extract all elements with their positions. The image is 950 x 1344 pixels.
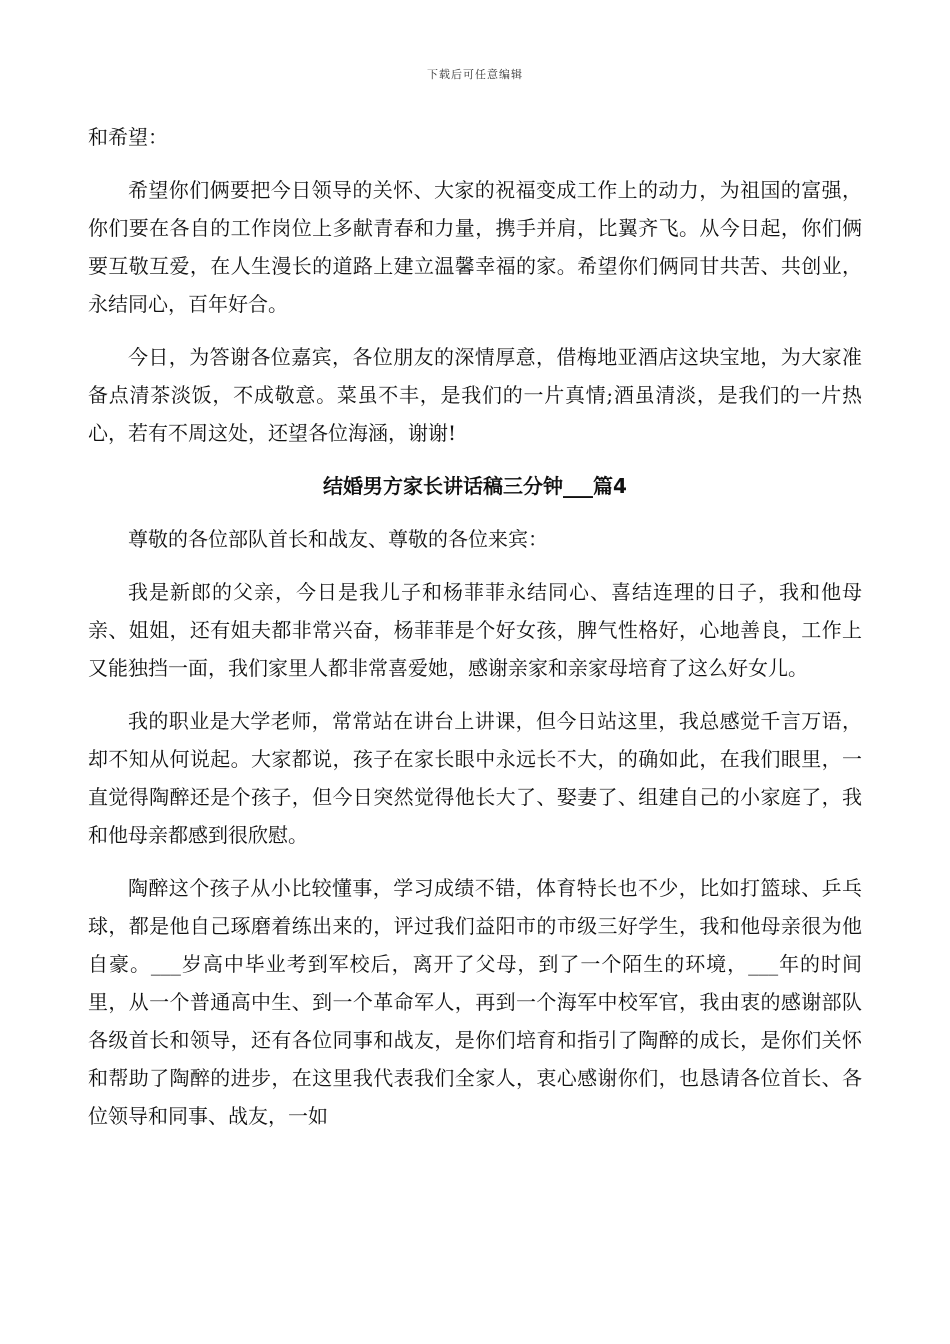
paragraph-childhood: 陶醉这个孩子从小比较懂事，学习成绩不错，体育特长也不少，比如打篮球、乒乓球，都是他自己琢磨着练出来的，评过我们益阳市的市级三好学生，我和他母亲很为他自豪。___岁高中毕业考到军校后，离开了父母，到了一个陌生的环境，___年的时间里，从一个普通高中生、到一个革命军人，再到一个海军中校军官，我由衷的感谢部队各级首长和领导，还有各位同事和战友，是你们培育和指引了陶醉的成长，是你们关怀和帮助了陶醉的进步，在这里我代表我们全家人，衷心感谢你们，也恳请各位首长、各位领导和同事、战友，一如 — [88, 876, 862, 1128]
paragraph-greeting: 尊敬的各位部队首长和战友、尊敬的各位来宾： — [128, 527, 548, 551]
paragraph-continuation: 和希望： — [88, 125, 168, 149]
paragraph-profession: 我的职业是大学老师，常常站在讲台上讲课，但今日站这里，我总感觉千言万语，却不知从何说起。大家都说，孩子在家长眼中永远长不大，的确如此，在我们眼里，一直觉得陶醉还是个孩子，但今日突然觉得他长大了、娶妻了、组建自己的小家庭了，我和他母亲都感到很欣慰。 — [88, 709, 862, 847]
document-body — [88, 118, 862, 1135]
section-title: 结婚男方家长讲话稿三分钟___篇4 — [323, 474, 627, 498]
paragraph-thanks: 今日，为答谢各位嘉宾，各位朋友的深情厚意，借梅地亚酒店这块宝地，为大家准备点清茶淡饭，不成敬意。菜虽不丰，是我们的一片真情;酒虽清淡，是我们的一片热心，若有不周这处，还望各位海涵，谢谢! — [88, 345, 862, 445]
paragraph-wishes: 希望你们俩要把今日领导的关怀、大家的祝福变成工作上的动力，为祖国的富强，你们要在各自的工作岗位上多献青春和力量，携手并肩，比翼齐飞。从今日起，你们俩要互敬互爱，在人生漫长的道路上建立温馨幸福的家。希望你们俩同甘共苦、共创业，永结同心，百年好合。 — [88, 178, 862, 316]
paragraph-introduction: 我是新郎的父亲，今日是我儿子和杨菲菲永结同心、喜结连理的日子，我和他母亲、姐姐，还有姐夫都非常兴奋，杨菲菲是个好女孩，脾气性格好，心地善良，工作上又能独挡一面，我们家里人都非常喜爱她，感谢亲家和亲家母培育了这么好女儿。 — [88, 580, 862, 680]
page-header: 下载后可任意编辑 — [427, 68, 523, 81]
